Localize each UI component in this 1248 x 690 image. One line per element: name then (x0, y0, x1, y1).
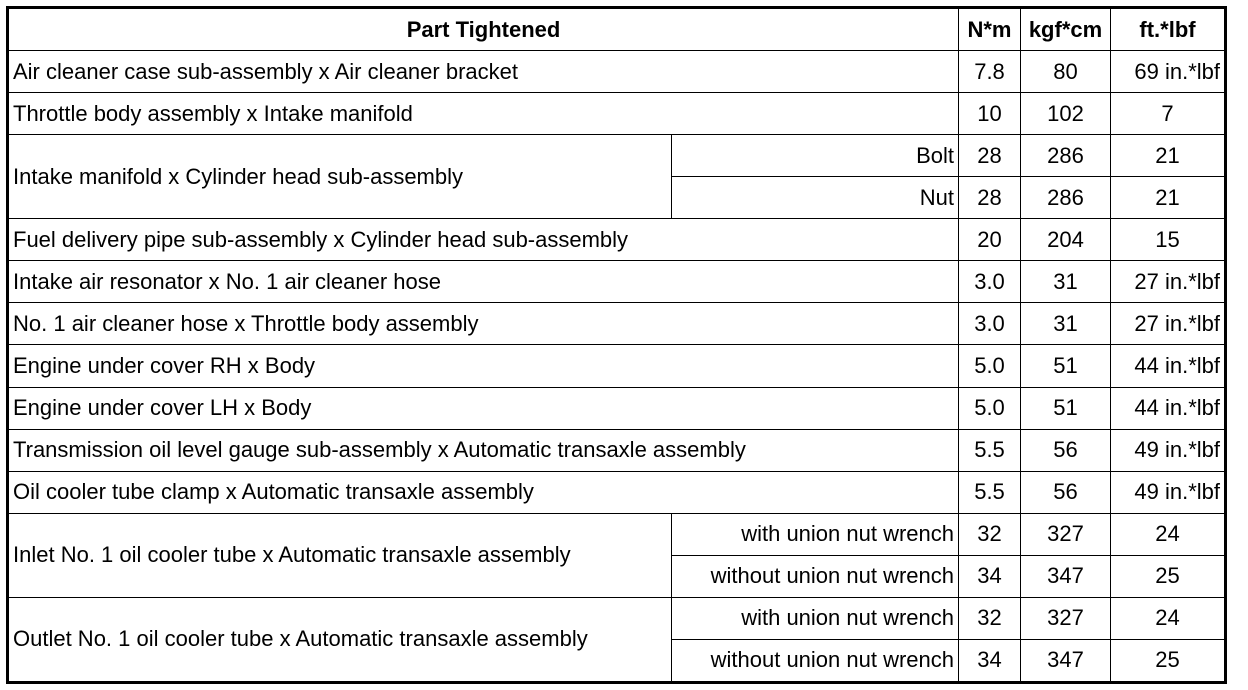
kgf-cell: 204 (1021, 219, 1111, 261)
part-cell: Engine under cover RH x Body (8, 345, 959, 387)
condition-cell: without union nut wrench (672, 639, 959, 682)
part-cell: No. 1 air cleaner hose x Throttle body assembly (8, 303, 959, 345)
nm-cell: 32 (959, 597, 1021, 639)
ft-cell: 69 in.*lbf (1111, 51, 1226, 93)
table-row (8, 135, 1226, 177)
kgf-cell: 80 (1021, 51, 1111, 93)
header-kgf-cm: kgf*cm (1021, 8, 1111, 51)
part-cell: Engine under cover LH x Body (8, 387, 959, 429)
kgf-cell: 51 (1021, 345, 1111, 387)
ft-cell: 24 (1111, 513, 1226, 555)
header-ft-lbf: ft.*lbf (1111, 8, 1226, 51)
nm-cell: 5.5 (959, 471, 1021, 513)
kgf-cell: 347 (1021, 639, 1111, 682)
table-row (8, 345, 1226, 387)
nm-cell: 34 (959, 639, 1021, 682)
table-row (8, 429, 1226, 471)
kgf-cell: 31 (1021, 303, 1111, 345)
part-cell: Intake air resonator x No. 1 air cleaner hose (8, 261, 959, 303)
table-row (8, 303, 1226, 345)
part-cell: Air cleaner case sub-assembly x Air cleaner bracket (8, 51, 959, 93)
ft-cell: 49 in.*lbf (1111, 429, 1226, 471)
ft-cell: 25 (1111, 639, 1226, 682)
header-row (8, 8, 1226, 51)
kgf-cell: 327 (1021, 597, 1111, 639)
ft-cell: 25 (1111, 555, 1226, 597)
nm-cell: 3.0 (959, 261, 1021, 303)
kgf-cell: 286 (1021, 177, 1111, 219)
table-row (8, 387, 1226, 429)
condition-cell: Nut (672, 177, 959, 219)
nm-cell: 10 (959, 93, 1021, 135)
kgf-cell: 51 (1021, 387, 1111, 429)
ft-cell: 44 in.*lbf (1111, 387, 1226, 429)
nm-cell: 5.5 (959, 429, 1021, 471)
nm-cell: 5.0 (959, 387, 1021, 429)
kgf-cell: 56 (1021, 429, 1111, 471)
nm-cell: 32 (959, 513, 1021, 555)
table-row (8, 51, 1226, 93)
kgf-cell: 56 (1021, 471, 1111, 513)
kgf-cell: 327 (1021, 513, 1111, 555)
nm-cell: 3.0 (959, 303, 1021, 345)
condition-cell: with union nut wrench (672, 597, 959, 639)
nm-cell: 7.8 (959, 51, 1021, 93)
part-cell: Outlet No. 1 oil cooler tube x Automatic transaxle assembly (8, 597, 672, 682)
condition-cell: Bolt (672, 135, 959, 177)
part-cell: Intake manifold x Cylinder head sub-assembly (8, 135, 672, 219)
nm-cell: 5.0 (959, 345, 1021, 387)
nm-cell: 28 (959, 135, 1021, 177)
ft-cell: 44 in.*lbf (1111, 345, 1226, 387)
ft-cell: 27 in.*lbf (1111, 303, 1226, 345)
kgf-cell: 286 (1021, 135, 1111, 177)
ft-cell: 24 (1111, 597, 1226, 639)
table-row (8, 93, 1226, 135)
kgf-cell: 102 (1021, 93, 1111, 135)
torque-spec-table (6, 6, 1227, 684)
nm-cell: 28 (959, 177, 1021, 219)
kgf-cell: 347 (1021, 555, 1111, 597)
header-nm: N*m (959, 8, 1021, 51)
part-cell: Fuel delivery pipe sub-assembly x Cylinder head sub-assembly (8, 219, 959, 261)
ft-cell: 7 (1111, 93, 1226, 135)
table-row (8, 219, 1226, 261)
table-row (8, 261, 1226, 303)
kgf-cell: 31 (1021, 261, 1111, 303)
part-cell: Inlet No. 1 oil cooler tube x Automatic transaxle assembly (8, 513, 672, 597)
table-row (8, 597, 1226, 639)
condition-cell: with union nut wrench (672, 513, 959, 555)
ft-cell: 27 in.*lbf (1111, 261, 1226, 303)
ft-cell: 21 (1111, 135, 1226, 177)
header-part-tightened: Part Tightened (8, 8, 959, 51)
condition-cell: without union nut wrench (672, 555, 959, 597)
part-cell: Transmission oil level gauge sub-assembly x Automatic transaxle assembly (8, 429, 959, 471)
ft-cell: 15 (1111, 219, 1226, 261)
part-cell: Oil cooler tube clamp x Automatic transaxle assembly (8, 471, 959, 513)
part-cell: Throttle body assembly x Intake manifold (8, 93, 959, 135)
nm-cell: 34 (959, 555, 1021, 597)
nm-cell: 20 (959, 219, 1021, 261)
table-row (8, 471, 1226, 513)
table-row (8, 513, 1226, 555)
ft-cell: 49 in.*lbf (1111, 471, 1226, 513)
ft-cell: 21 (1111, 177, 1226, 219)
